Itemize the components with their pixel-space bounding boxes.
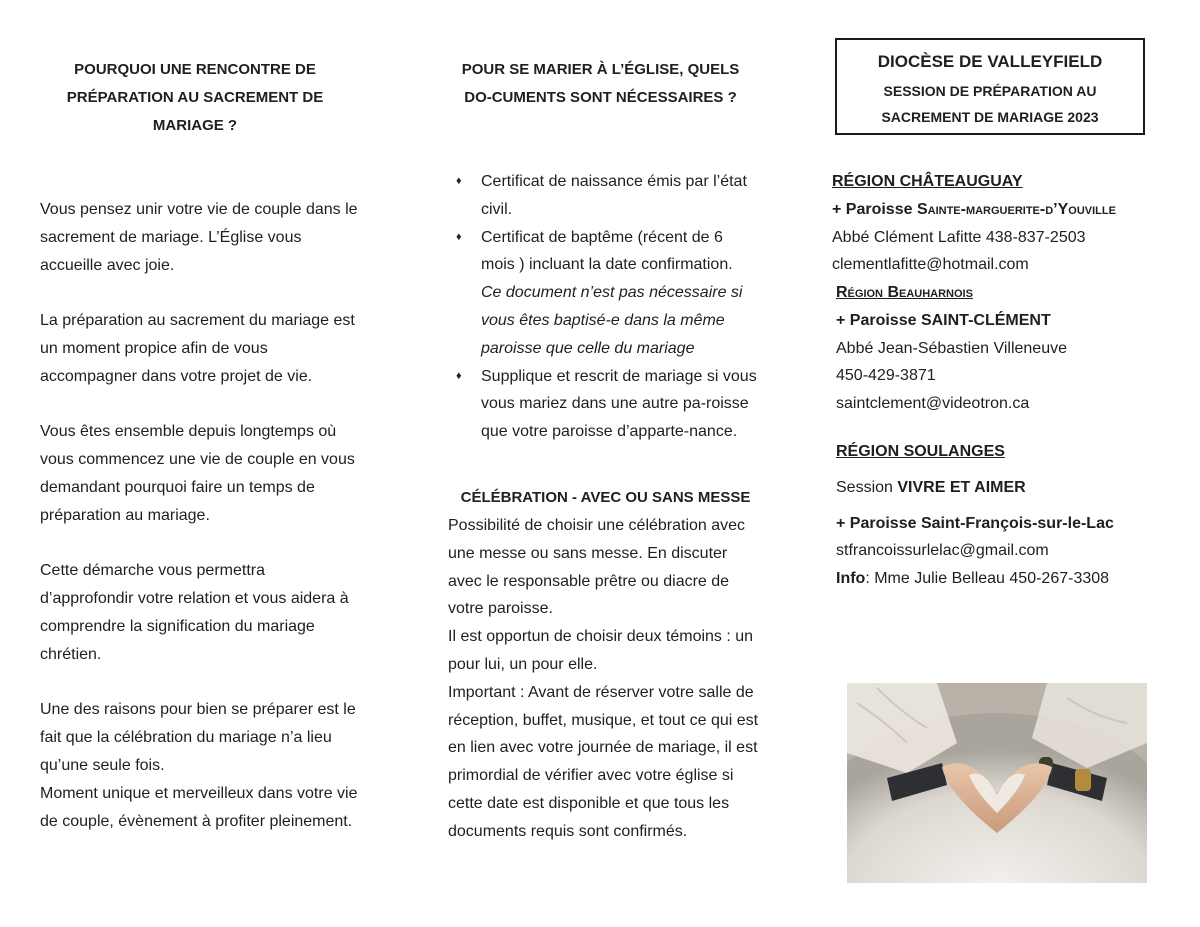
- subtitle-line-1: SESSION DE PRÉPARATION AU: [883, 83, 1097, 99]
- diamond-bullet-icon: ♦: [456, 175, 462, 187]
- region-chateauguay: [832, 168, 1162, 279]
- wedding-hands-heart-photo: [847, 683, 1147, 883]
- intro-paragraph-4: Cette démarche vous permettra d’approfondir votre relation et vous aidera à comprendre la signification du mariage chrétien.: [40, 562, 349, 663]
- contact-line: Abbé Jean-Sébastien Villeneuve: [836, 339, 1067, 357]
- celebration-paragraph-1: Possibilité de choisir une célébration avec une messe ou sans messe. En discuter avec le responsable prêtre ou diacre de votre paroisse.: [448, 517, 746, 618]
- session-name: VIVRE ET AIMER: [897, 478, 1026, 496]
- list-item: [456, 224, 761, 363]
- info-label: Info: [836, 570, 866, 588]
- parish-line: + Paroisse SAINT-CLÉMENT: [836, 311, 1051, 329]
- session-prefix: Session: [836, 478, 898, 496]
- region-name: RÉGION SOULANGES: [836, 443, 1005, 460]
- document-note: Ce document n’est pas nécessaire si vous êtes baptisé-e dans la même paroisse que celle du mariage: [481, 284, 743, 357]
- list-item: [456, 363, 761, 446]
- celebration-heading: CÉLÉBRATION - AVEC OU SANS MESSE: [460, 489, 751, 506]
- intro-paragraph-6: Moment unique et merveilleux dans votre vie de couple, évènement à profiter pleinement.: [40, 784, 358, 830]
- session-line: [836, 474, 1166, 502]
- contact-line: Abbé Clément Lafitte 438-837-2503: [832, 228, 1086, 246]
- documents-heading: POUR SE MARIER À L’ÉGLISE, QUELS DO-CUMENTS SONT NÉCESSAIRES ?: [461, 61, 740, 106]
- title-box: [835, 38, 1145, 135]
- subtitle-line-2: SACREMENT DE MARIAGE 2023: [881, 109, 1099, 125]
- document-text: Certificat de baptême (récent de 6 mois ) incluant la date confirmation.: [481, 228, 733, 274]
- region-name: Région Beauharnois: [836, 284, 973, 301]
- phone-line: 450-429-3871: [836, 367, 936, 385]
- email-link[interactable]: clementlafitte@hotmail.com: [832, 256, 1029, 274]
- region-soulanges: [836, 438, 1166, 593]
- parish-name: Sainte-marguerite-d’Youville: [916, 200, 1116, 218]
- celebration-paragraph-2: Il est opportun de choisir deux témoins : un pour lui, un pour elle.: [448, 628, 754, 673]
- intro-heading: POURQUOI UNE RENCONTRE DE PRÉPARATION AU SACREMENT DE MARIAGE ?: [66, 61, 324, 134]
- intro-body: [40, 196, 360, 835]
- email-link[interactable]: stfrancoissurlelac@gmail.com: [836, 542, 1049, 560]
- celebration-section: [448, 484, 763, 846]
- document-text: Certificat de naissance émis par l’état civil.: [481, 173, 747, 218]
- info-text: : Mme Julie Belleau 450-267-3308: [865, 570, 1110, 588]
- info-line: [836, 565, 1166, 593]
- intro-paragraph-2: La préparation au sacrement du mariage est un moment propice afin de vous accompagner dans votre projet de vie.: [40, 312, 355, 385]
- parish-prefix: + Paroisse: [832, 200, 917, 218]
- list-item: [456, 168, 761, 224]
- celebration-paragraph-3: Important : Avant de réserver votre salle de réception, buffet, musique, et tout ce qui est en lien avec votre journée de mariage, il est primordial de vérifier avec votre église si cette date est disponible et que tous les documents requis sont confirmés.: [448, 683, 759, 840]
- parish-line: + Paroisse Saint-François-sur-le-Lac: [836, 514, 1114, 532]
- page-subtitle: [837, 78, 1143, 130]
- email-link[interactable]: saintclement@videotron.ca: [836, 395, 1030, 413]
- page-title: DIOCÈSE DE VALLEYFIELD: [877, 52, 1103, 71]
- photo-illustration: [847, 683, 1147, 883]
- parish-line: [832, 196, 1162, 224]
- diamond-bullet-icon: ♦: [456, 230, 462, 243]
- intro-paragraph-5: Une des raisons pour bien se préparer est le fait que la célébration du mariage n’a lieu qu’une seule fois.: [40, 701, 356, 774]
- diamond-bullet-icon: ♦: [456, 369, 462, 382]
- documents-list: [456, 168, 761, 446]
- document-text: Supplique et rescrit de mariage si vous vous mariez dans une autre pa-roisse que votre paroisse d’apparte-nance.: [481, 367, 757, 441]
- intro-paragraph-1: Vous pensez unir votre vie de couple dans le sacrement de mariage. L’Église vous accueille avec joie.: [40, 201, 358, 274]
- region-beauharnois: [836, 279, 1166, 418]
- intro-paragraph-3: Vous êtes ensemble depuis longtemps où vous commencez une vie de couple en vous demandant pourquoi faire un temps de préparation au mariage.: [40, 423, 355, 524]
- region-name: RÉGION CHÂTEAUGUAY: [832, 173, 1023, 190]
